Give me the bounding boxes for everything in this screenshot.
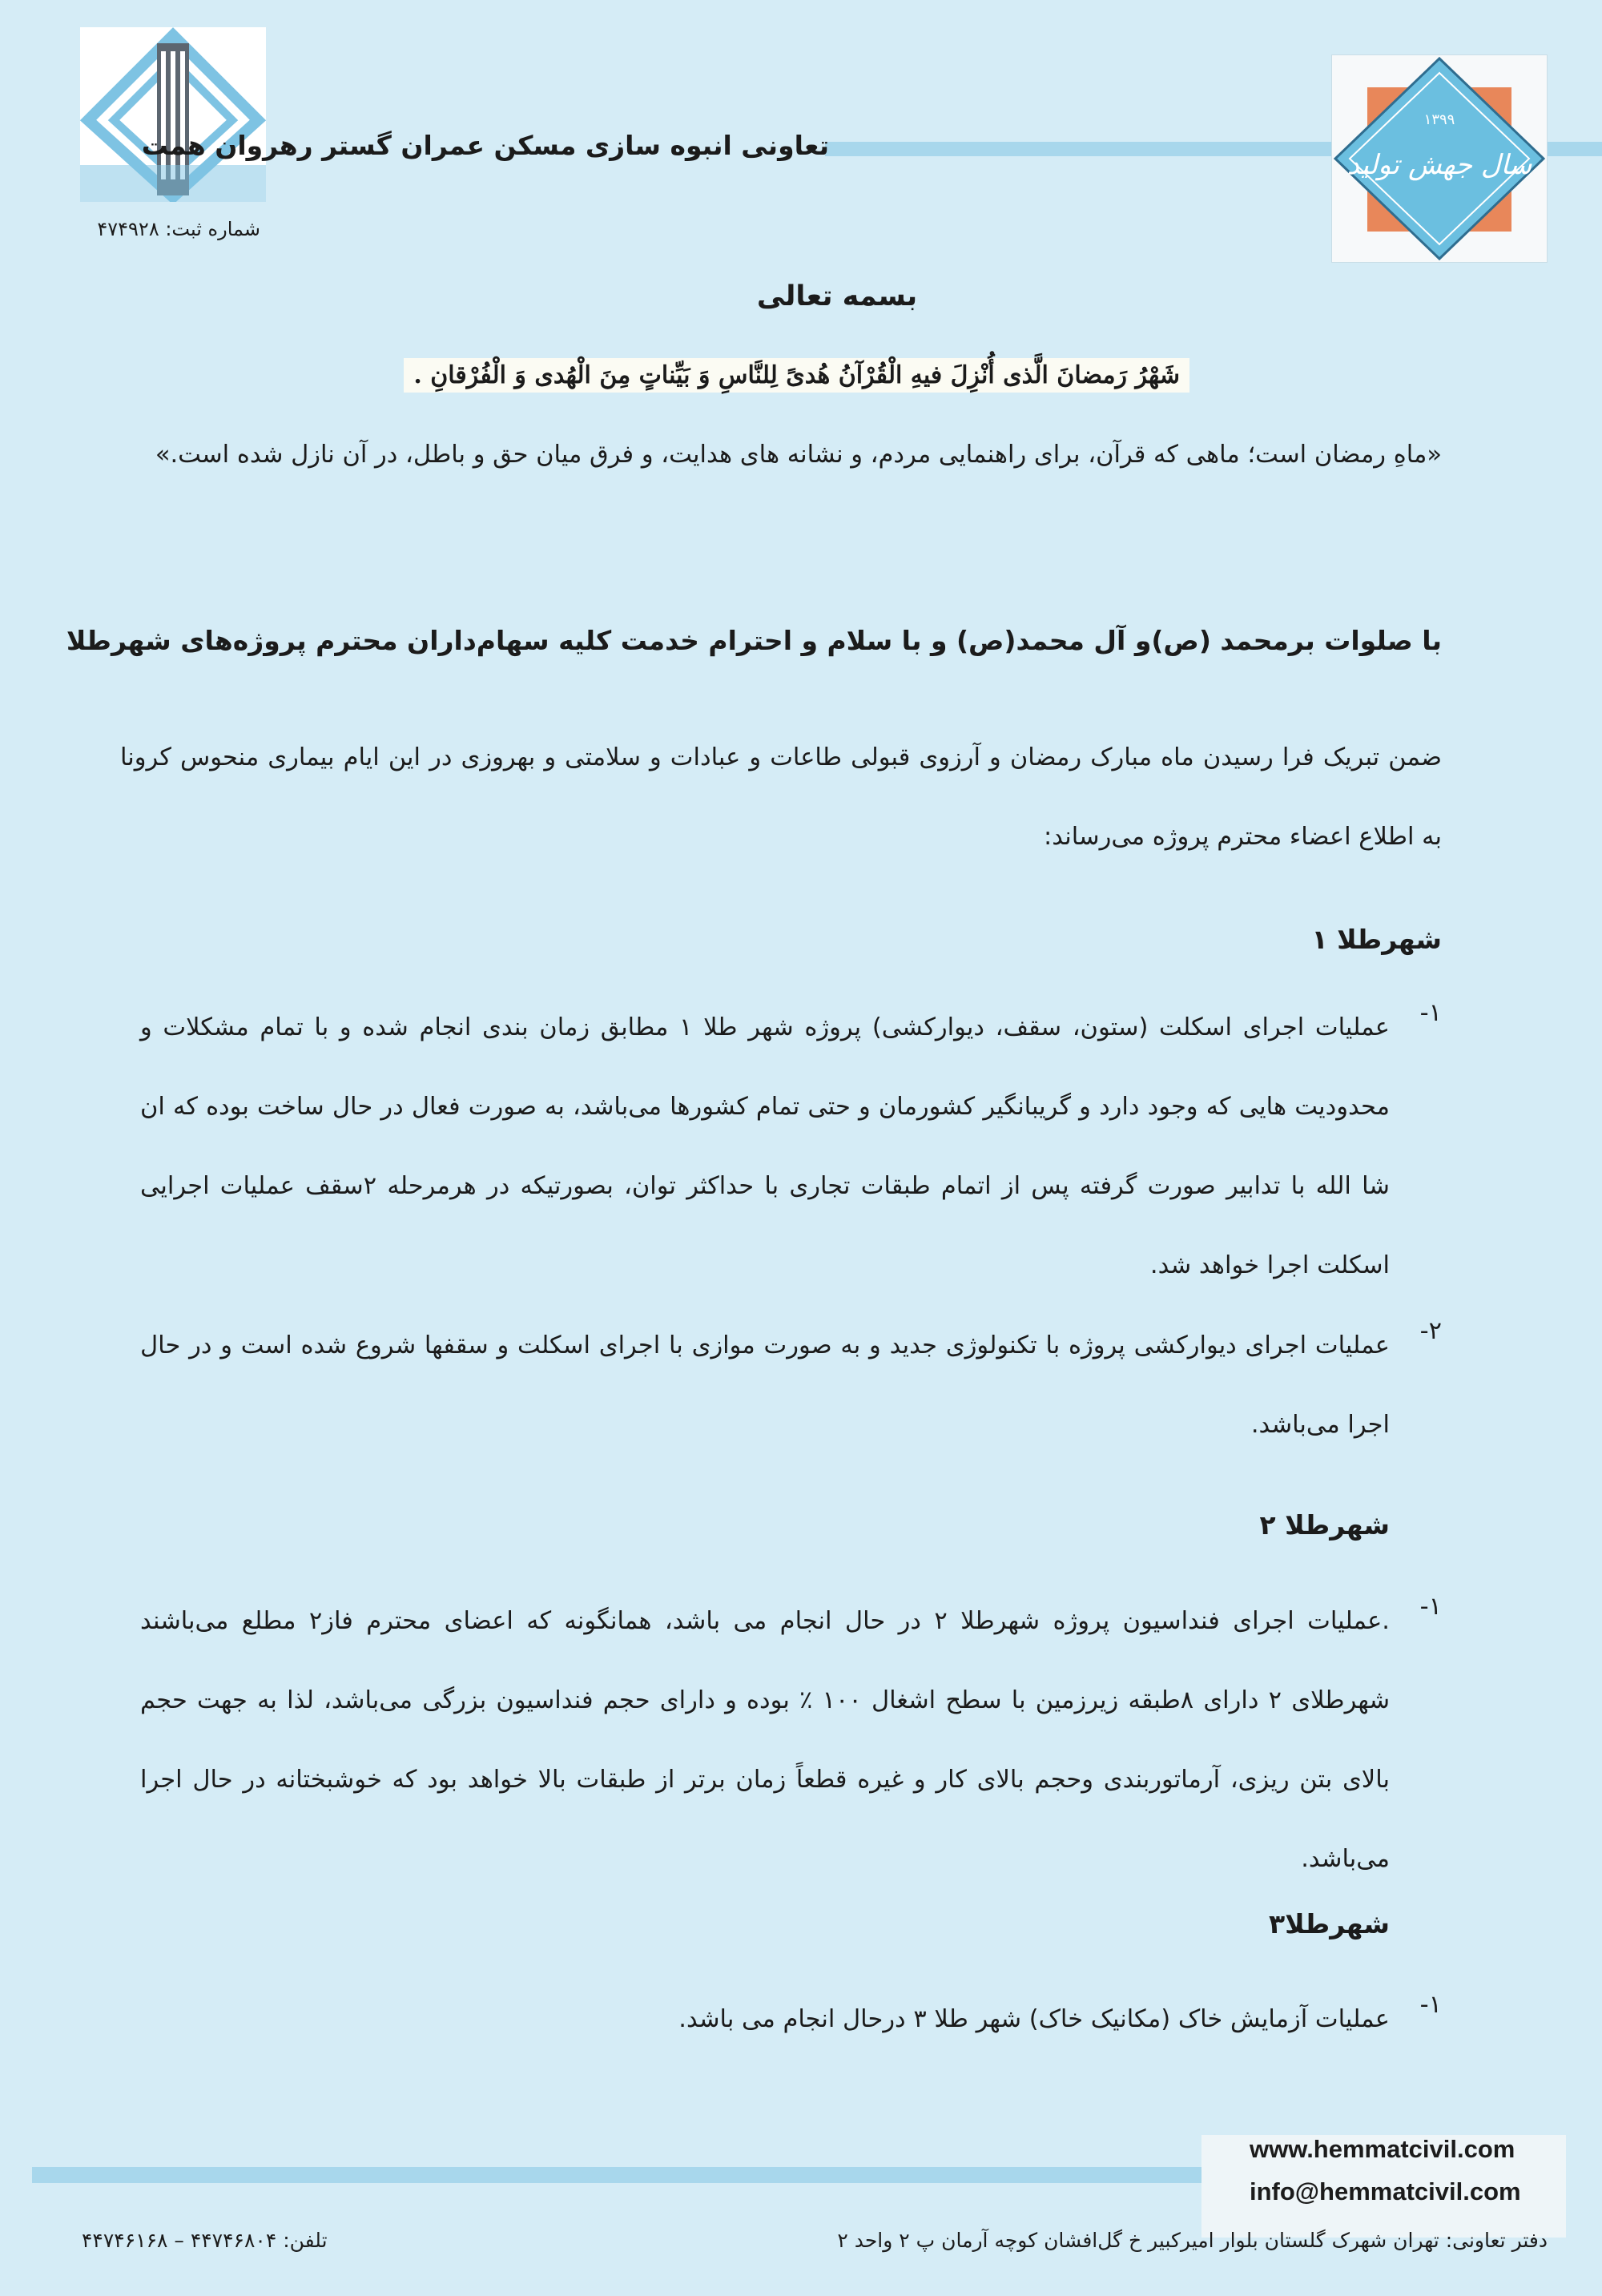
item-number: ۱- [1419, 1593, 1442, 1621]
intro-paragraph: ضمن تبریک فرا رسیدن ماه مبارک رمضان و آرزوی قبولی طاعات و عبادات و سلامتی و بهروزی در این ایام بیماری منحوس کرونا به اطلاع اعضاء محترم پروژه می‌رساند: [120, 743, 1442, 851]
year-logo-year: ۱۳۹۹ [1423, 111, 1455, 128]
email-link[interactable]: info@hemmatcivil.com [1250, 2177, 1521, 2205]
header-accent-strip-right [1542, 142, 1602, 156]
cooperative-name: تعاونی انبوه سازی مسکن عمران گستر رهروان همت [141, 130, 829, 161]
quran-verse: شَهْرُ رَمضانَ الَّذی أُنْزِلَ فیهِ الْقُرْآنُ هُدیً لِلنَّاسِ وَ بَیِّناتٍ مِنَ الْهُدی وَ الْفُرْقانِ . [404, 358, 1189, 393]
item-number: ۱- [1419, 999, 1442, 1027]
phone-numbers: تلفن: ۴۴۷۴۶۸۰۴ – ۴۴۷۴۶۱۶۸ [82, 2229, 328, 2252]
section-heading-shahrtala-2: شهرطلا ۲ [1259, 1509, 1390, 1541]
website-link[interactable]: www.hemmatcivil.com [1250, 2135, 1515, 2163]
list-item: .عملیات اجرای فنداسیون پروژه شهرطلا ۲ در حال انجام می باشد، همانگونه که اعضای محترم فاز۲ مطلع می‌باشند شهرطلای ۲ دارای ۸طبقه زیرزمین با سطح اشغال ۱۰۰ ٪ بوده و دارای حجم فنداسیون بزرگی می‌باشد، لذا به جهت حجم بالای بتن ریزی، آرماتوربندی وحجم بالای کار و غیره قطعاً زمان برتر از طبقات بالا خواهد بود که خوشبختانه در حال اجرا می‌باشد. [140, 1607, 1391, 1873]
footer-accent-strip [32, 2167, 1258, 2183]
list-item: عملیات آزمایش خاک (مکانیک خاک) شهر طلا ۳ درحال انجام می باشد. [678, 2005, 1390, 2033]
item-number: ۱- [1419, 1991, 1442, 2019]
coop-logo [80, 27, 266, 202]
office-address: دفتر تعاونی: تهران شهرک گلستان بلوار امیرکبیر خ گل‌افشان کوچه آرمان پ ۲ واحد ۲ [837, 2229, 1548, 2252]
registration-number: شماره ثبت: ۴۷۴۹۲۸ [97, 218, 260, 240]
section-heading-shahrtala-3: شهرطلا۳ [1268, 1908, 1390, 1940]
list-item: عملیات اجرای اسکلت (ستون، سقف، دیوارکشی) پروژه شهر طلا ۱ مطابق زمان بندی انجام شده و با تمام مشکلات و محدودیت هایی که وجود دارد و گریبانگیر کشورمان و حتی تمام کشورها می‌باشد، به صورت فعال در حال ساخت بوده که ان شا الله با تدابیر صورت گرفته پس از اتمام طبقات تجاری با حداکثر توان، بصورتیکه در هرمرحله ۲سقف عملیات اجرایی اسکلت اجرا خواهد شد. [140, 1013, 1391, 1279]
item-number: ۲- [1419, 1317, 1442, 1345]
header-accent-strip [825, 142, 1334, 156]
list-item: عملیات اجرای دیوارکشی پروژه با تکنولوژی جدید و به صورت موازی با اجرای اسکلت و سقفها شروع شده است و در حال اجرا می‌باشد. [140, 1331, 1390, 1439]
basmala-heading: بسمه تعالی [756, 280, 918, 312]
year-slogan-logo [1331, 54, 1548, 263]
verse-translation: «ماهِ رمضان است؛ ماهی که قرآن، برای راهنمایی مردم، و نشانه های هدایت، و فرق میان حق و باطل، در آن نازل شده است.» [155, 441, 1442, 469]
section-heading-shahrtala-1: شهرطلا ۱ [1311, 924, 1442, 955]
year-logo-text: سال جهش تولید [1346, 149, 1532, 181]
greeting-line: با صلوات برمحمد (ص)و آل محمد(ص) و با سلام و احترام خدمت کلیه سهام‌داران محترم پروژه‌های شهرطلا [66, 625, 1442, 656]
